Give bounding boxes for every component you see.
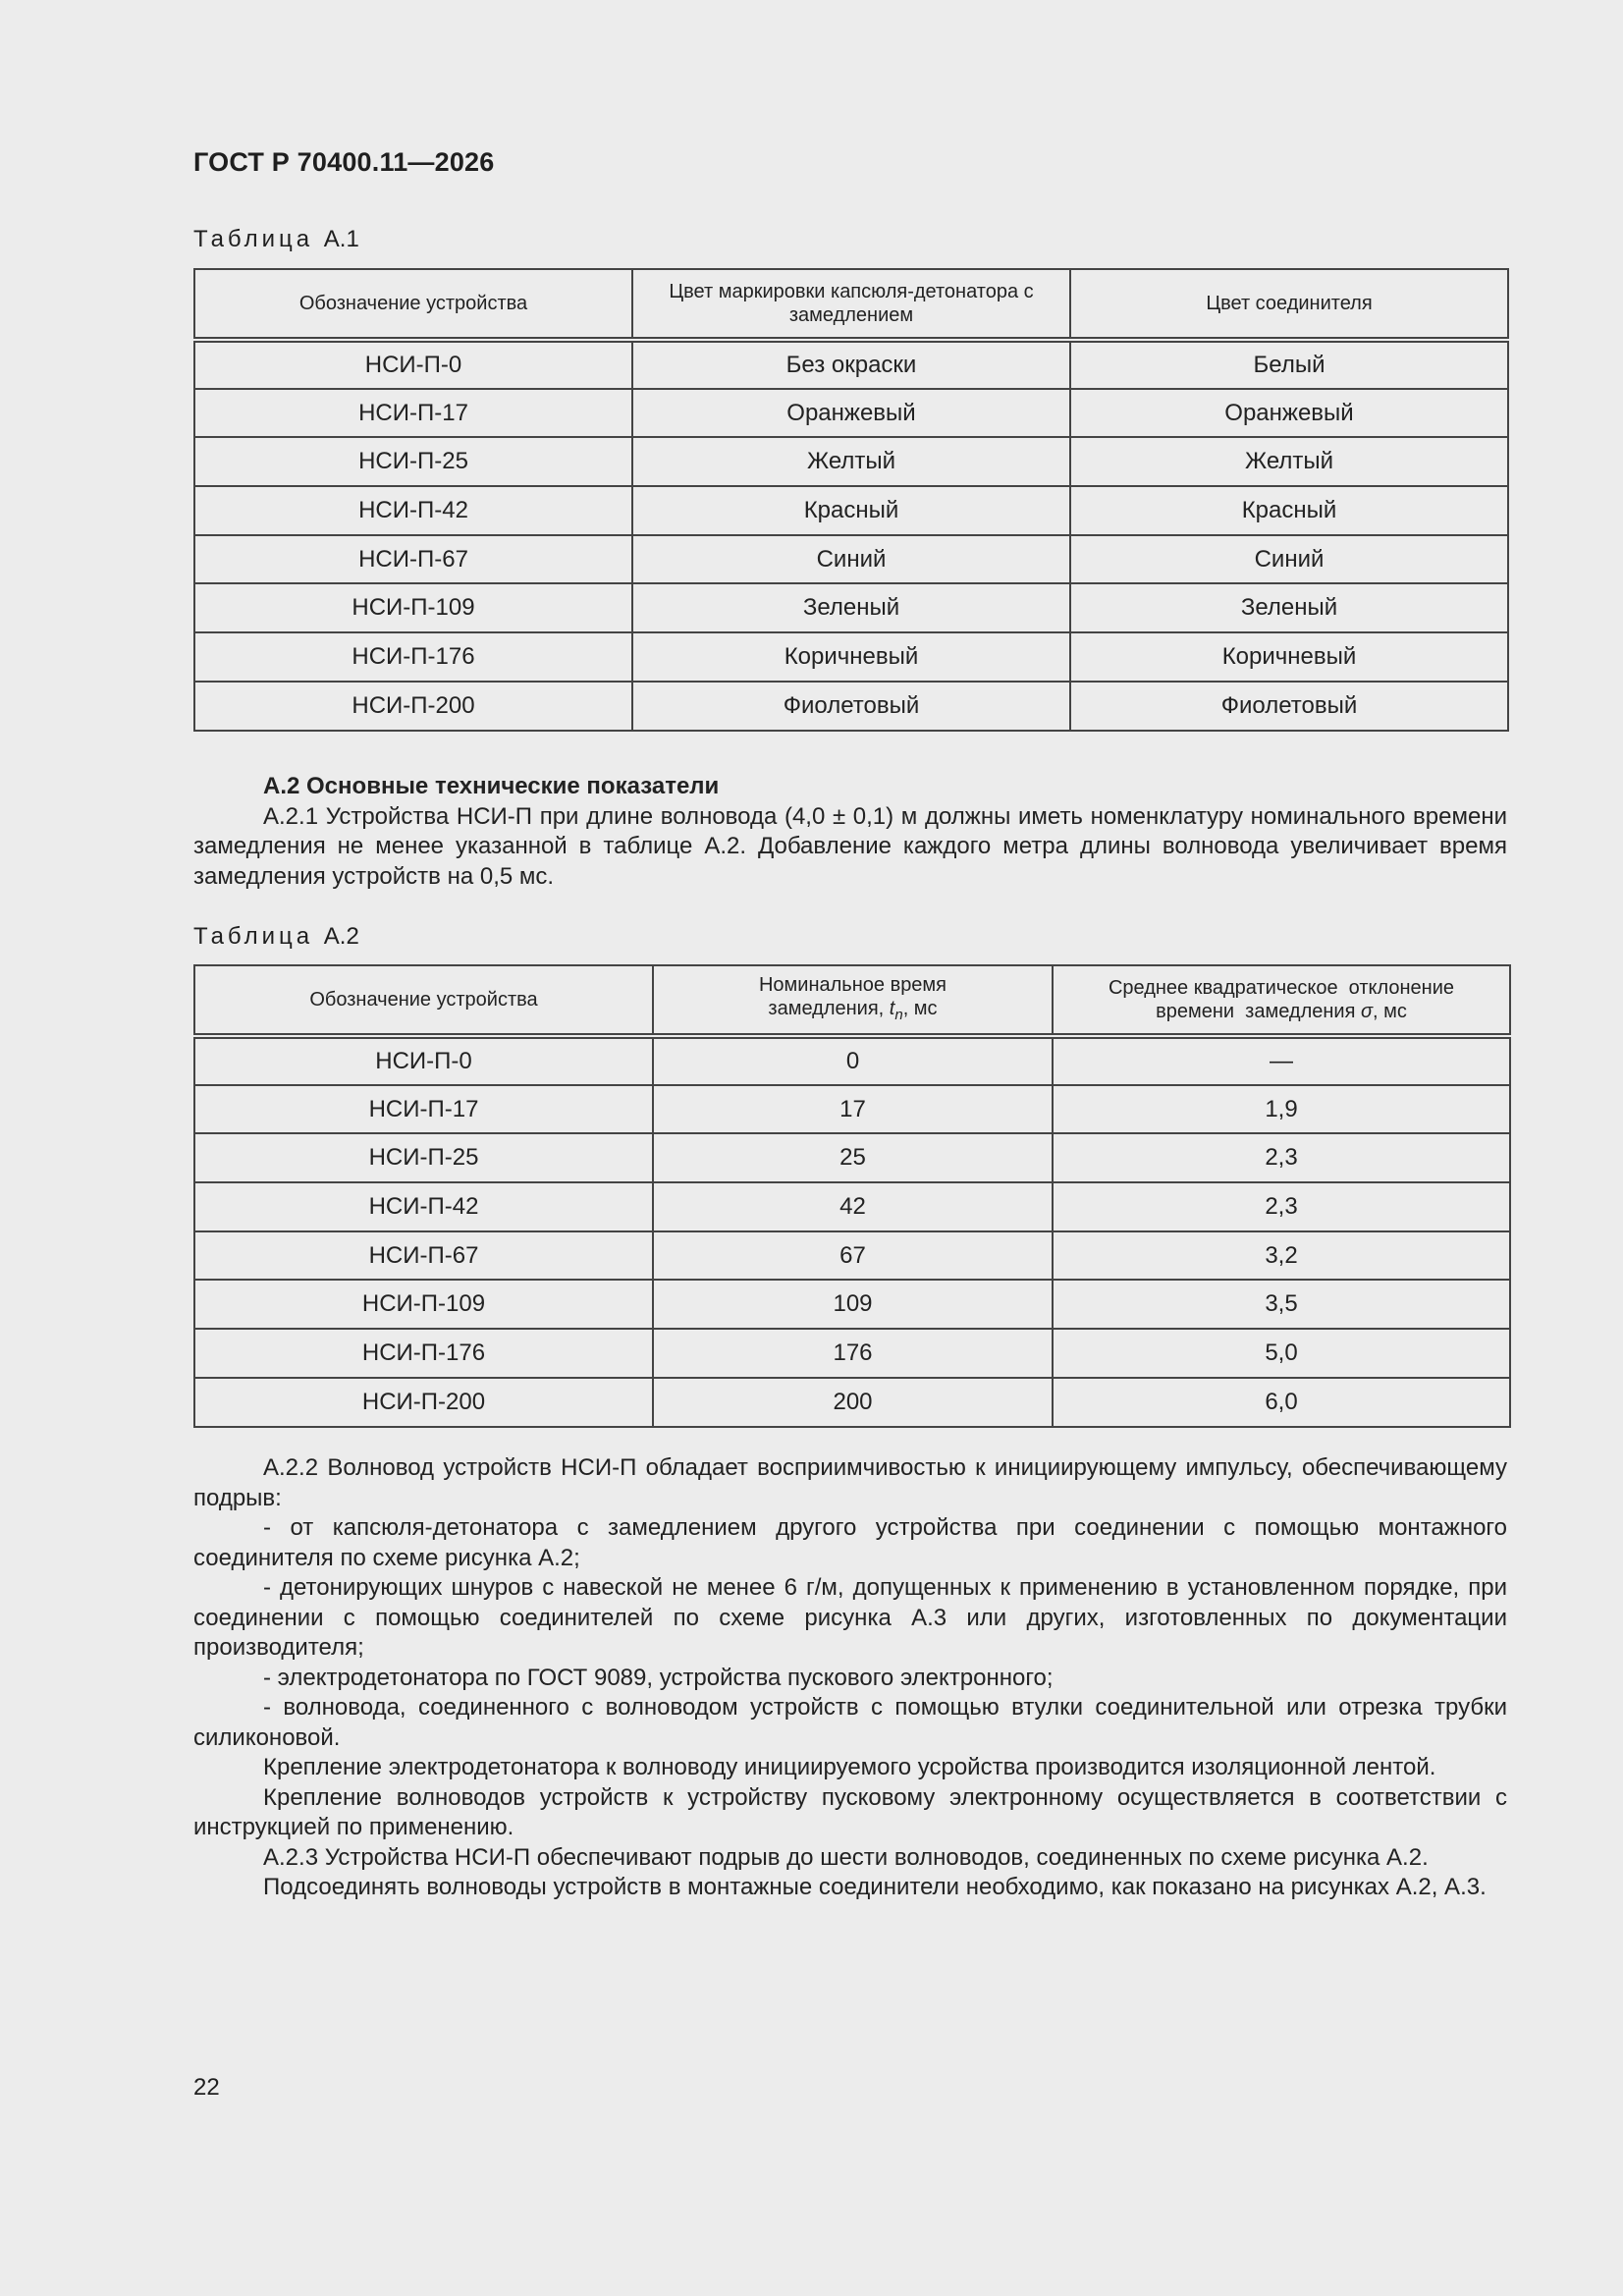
cell-deviation: 3,5 (1053, 1280, 1510, 1329)
cell-delay: 17 (653, 1085, 1053, 1134)
list-item: - от капсюля-детонатора с замедлением другого устройства при соединении с помощью монтажного соединителя по схеме рисунка А.2; (193, 1514, 1507, 1571)
cell-connector-color: Фиолетовый (1070, 682, 1508, 731)
table-a1-caption (193, 226, 359, 253)
table-row (194, 1378, 1510, 1427)
cell-capsule-color: Синий (632, 535, 1070, 584)
paragraph-connect: Подсоединять волноводы устройств в монтажные соединители необходимо, как показано на рисунках А.2, А.3. (263, 1874, 1487, 1900)
cell-capsule-color: Без окраски (632, 340, 1070, 389)
cell-capsule-color: Коричневый (632, 632, 1070, 682)
section-a22 (193, 1453, 1507, 1903)
standard-header: ГОСТ Р 70400.11—2026 (193, 147, 495, 177)
cell-device: НСИ-П-25 (194, 1133, 653, 1182)
cell-device: НСИ-П-200 (194, 1378, 653, 1427)
header-capsule-color: Цвет маркировки капсюля-детонатора с замедлением (632, 269, 1070, 340)
caption-word: Таблица (193, 923, 314, 950)
table-row (194, 486, 1508, 535)
cell-device: НСИ-П-67 (194, 1231, 653, 1281)
cell-delay: 67 (653, 1231, 1053, 1281)
table-row (194, 389, 1508, 438)
cell-connector-color: Оранжевый (1070, 389, 1508, 438)
paragraph-fixing-detonator: Крепление электродетонатора к волноводу инициируемого усройства производится изоляционной лентой. (263, 1754, 1436, 1780)
cell-device: НСИ-П-42 (194, 486, 632, 535)
header-line: Номинальное время (758, 973, 947, 996)
list-item: - волновода, соединенного с волноводом устройств с помощью втулки соединительной или отрезка трубки силиконовой. (193, 1694, 1507, 1751)
table-a2 (193, 964, 1511, 1428)
table-row (194, 1231, 1510, 1281)
cell-connector-color: Красный (1070, 486, 1508, 535)
table-a1 (193, 268, 1509, 732)
cell-capsule-color: Красный (632, 486, 1070, 535)
table-row (194, 1182, 1510, 1231)
cell-capsule-color: Желтый (632, 437, 1070, 486)
table-row (194, 535, 1508, 584)
cell-deviation: 6,0 (1053, 1378, 1510, 1427)
paragraph-a23: А.2.3 Устройства НСИ-П обеспечивают подрыв до шести волноводов, соединенных по схеме рисунка А.2. (263, 1843, 1429, 1871)
header-unit: , мс (902, 997, 938, 1019)
cell-connector-color: Желтый (1070, 437, 1508, 486)
table-a2-caption (193, 923, 359, 951)
header-text: замедления, (768, 997, 890, 1019)
caption-number: А.1 (323, 226, 359, 252)
cell-device: НСИ-П-176 (194, 1329, 653, 1378)
cell-deviation: 3,2 (1053, 1231, 1510, 1281)
table-header-row (194, 269, 1508, 340)
subscript-n: n (894, 1006, 903, 1023)
cell-device: НСИ-П-200 (194, 682, 632, 731)
cell-connector-color: Зеленый (1070, 583, 1508, 632)
cell-delay: 200 (653, 1378, 1053, 1427)
cell-deviation: 2,3 (1053, 1133, 1510, 1182)
cell-device: НСИ-П-17 (194, 389, 632, 438)
cell-device: НСИ-П-0 (194, 340, 632, 389)
table-row (194, 632, 1508, 682)
table-row (194, 1085, 1510, 1134)
section-heading: А.2 Основные технические показатели (263, 773, 720, 799)
cell-deviation: 5,0 (1053, 1329, 1510, 1378)
page-number: 22 (193, 2074, 220, 2101)
header-device: Обозначение устройства (194, 269, 632, 340)
header-line: Среднее квадратическое отклонение (1108, 977, 1455, 999)
cell-connector-color: Коричневый (1070, 632, 1508, 682)
cell-delay: 42 (653, 1182, 1053, 1231)
table-row (194, 682, 1508, 731)
paragraph-fixing-waveguides: Крепление волноводов устройств к устройству пусковому электронному осуществляется в соответствии с инструкцией по применению. (193, 1783, 1507, 1840)
cell-deviation: 1,9 (1053, 1085, 1510, 1134)
cell-device: НСИ-П-0 (194, 1036, 653, 1085)
table-row (194, 340, 1508, 389)
cell-connector-color: Синий (1070, 535, 1508, 584)
cell-deviation: — (1053, 1036, 1510, 1085)
cell-capsule-color: Фиолетовый (632, 682, 1070, 731)
caption-number: А.2 (323, 923, 359, 950)
cell-connector-color: Белый (1070, 340, 1508, 389)
paragraph-a22: А.2.2 Волновод устройств НСИ-П обладает восприимчивостью к инициирующему импульсу, обеспечивающему подрыв: (193, 1454, 1507, 1511)
header-std-deviation (1053, 965, 1510, 1036)
list-item: - электродетонатора по ГОСТ 9089, устройства пускового электронного; (263, 1664, 1054, 1691)
variable-t: t (889, 997, 895, 1019)
header-unit: , мс (1373, 1001, 1407, 1022)
cell-device: НСИ-П-42 (194, 1182, 653, 1231)
cell-device: НСИ-П-109 (194, 1280, 653, 1329)
paragraph-a21: А.2.1 Устройства НСИ-П при длине волновода (4,0 ± 0,1) м должны иметь номенклатуру номинального времени замедления не менее указанной в таблице А.2. Добавление каждого метра длины волновода увеличивает время замедления устройств на 0,5 мс. (193, 802, 1507, 890)
header-device: Обозначение устройства (194, 965, 653, 1036)
list-item: - детонирующих шнуров с навеской не менее 6 г/м, допущенных к применению в установленном порядке, при соединении с помощью соединителей по схеме рисунка А.3 или других, изготовленных по документации производителя; (193, 1574, 1507, 1661)
section-a2 (193, 772, 1507, 892)
cell-device: НСИ-П-25 (194, 437, 632, 486)
cell-device: НСИ-П-109 (194, 583, 632, 632)
table-header-row (194, 965, 1510, 1036)
cell-delay: 0 (653, 1036, 1053, 1085)
table-row (194, 1329, 1510, 1378)
table-row (194, 1280, 1510, 1329)
table-row (194, 1036, 1510, 1085)
table-row (194, 583, 1508, 632)
caption-word: Таблица (193, 226, 314, 252)
header-nominal-delay (653, 965, 1053, 1036)
variable-sigma: σ (1360, 1001, 1374, 1022)
cell-deviation: 2,3 (1053, 1182, 1510, 1231)
cell-device: НСИ-П-67 (194, 535, 632, 584)
table-row (194, 1133, 1510, 1182)
header-text: времени замедления (1156, 1001, 1361, 1022)
cell-delay: 176 (653, 1329, 1053, 1378)
cell-device: НСИ-П-176 (194, 632, 632, 682)
cell-delay: 109 (653, 1280, 1053, 1329)
cell-capsule-color: Оранжевый (632, 389, 1070, 438)
cell-delay: 25 (653, 1133, 1053, 1182)
cell-device: НСИ-П-17 (194, 1085, 653, 1134)
header-connector-color: Цвет соединителя (1070, 269, 1508, 340)
table-row (194, 437, 1508, 486)
cell-capsule-color: Зеленый (632, 583, 1070, 632)
